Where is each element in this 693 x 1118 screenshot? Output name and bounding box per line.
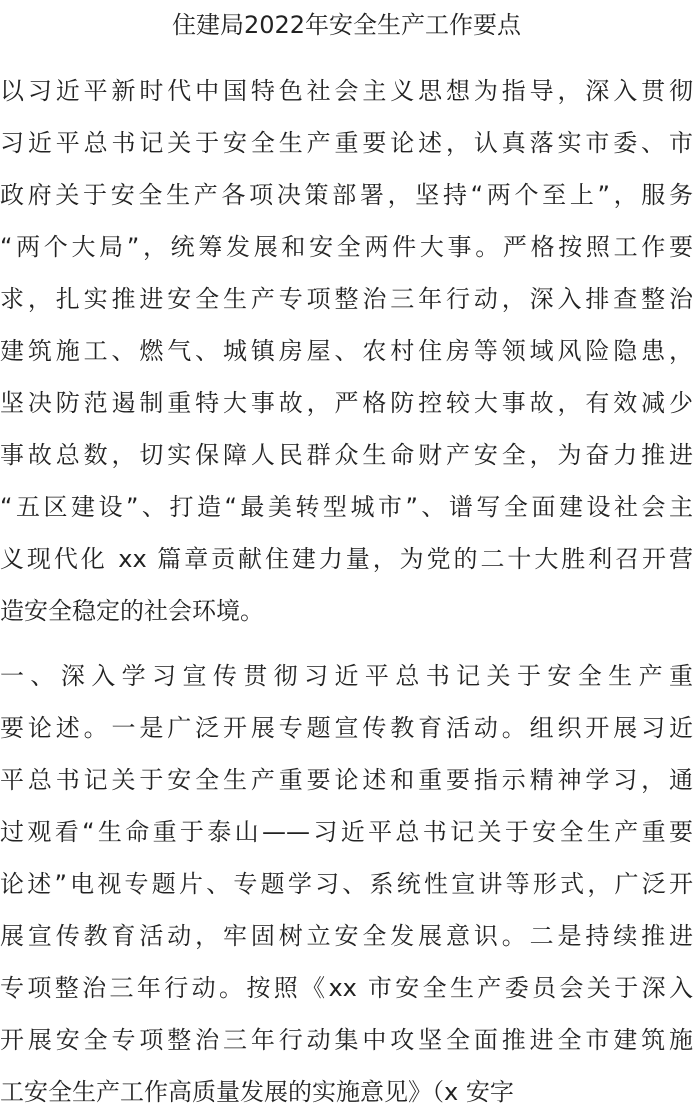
text-line: “五区建设”、打造“最美转型城市”、谱写全面建设社会主 [0, 493, 693, 521]
text-line: 坚决防范遏制重特大事故，严格防控较大事故，有效减少 [0, 389, 693, 417]
text-line: 义现代化 xx 篇章贡献住建力量，为党的二十大胜利召开营 [0, 545, 693, 573]
text-line: 造安全稳定的社会环境。 [0, 597, 264, 625]
text-line: 专项整治三年行动。按照《xx 市安全生产委员会关于深入 [0, 974, 693, 1002]
text-line: 展宣传教育活动，牢固树立安全发展意识。二是持续推进 [0, 922, 693, 950]
text-line: 政府关于安全生产各项决策部署，坚持“两个至上”，服务 [0, 181, 693, 209]
text-line: “两个大局”，统筹发展和安全两件大事。严格按照工作要 [0, 233, 693, 261]
document-title: 住建局2022年安全生产工作要点 [171, 11, 522, 39]
text-line: 论述”电视专题片、专题学习、系统性宣讲等形式，广泛开 [0, 870, 693, 898]
text-line: 求，扎实推进安全生产专项整治三年行动，深入排查整治 [0, 285, 693, 313]
text-line: 开展安全专项整治三年行动集中攻坚全面推进全市建筑施 [0, 1026, 693, 1054]
text-line: 习近平总书记关于安全生产重要论述，认真落实市委、市 [0, 129, 693, 157]
text-line: 过观看“生命重于泰山——习近平总书记关于安全生产重要 [0, 818, 693, 846]
text-line: 事故总数，切实保障人民群众生命财产安全，为奋力推进 [0, 441, 693, 469]
text-line: 要论述。一是广泛开展专题宣传教育活动。组织开展习近 [0, 714, 693, 742]
text-line: 建筑施工、燃气、城镇房屋、农村住房等领域风险隐患， [0, 337, 693, 365]
text-line: 工安全生产工作高质量发展的实施意见》（x 安字 [0, 1078, 514, 1106]
paragraph-intro [0, 65, 693, 637]
text-line: 平总书记关于安全生产重要论述和重要指示精神学习，通 [0, 766, 693, 794]
text-line: 一、深入学习宣传贯彻习近平总书记关于安全生产重 [0, 662, 693, 690]
paragraph-section-one [0, 650, 693, 1118]
text-line: 以习近平新时代中国特色社会主义思想为指导，深入贯彻 [0, 77, 693, 105]
